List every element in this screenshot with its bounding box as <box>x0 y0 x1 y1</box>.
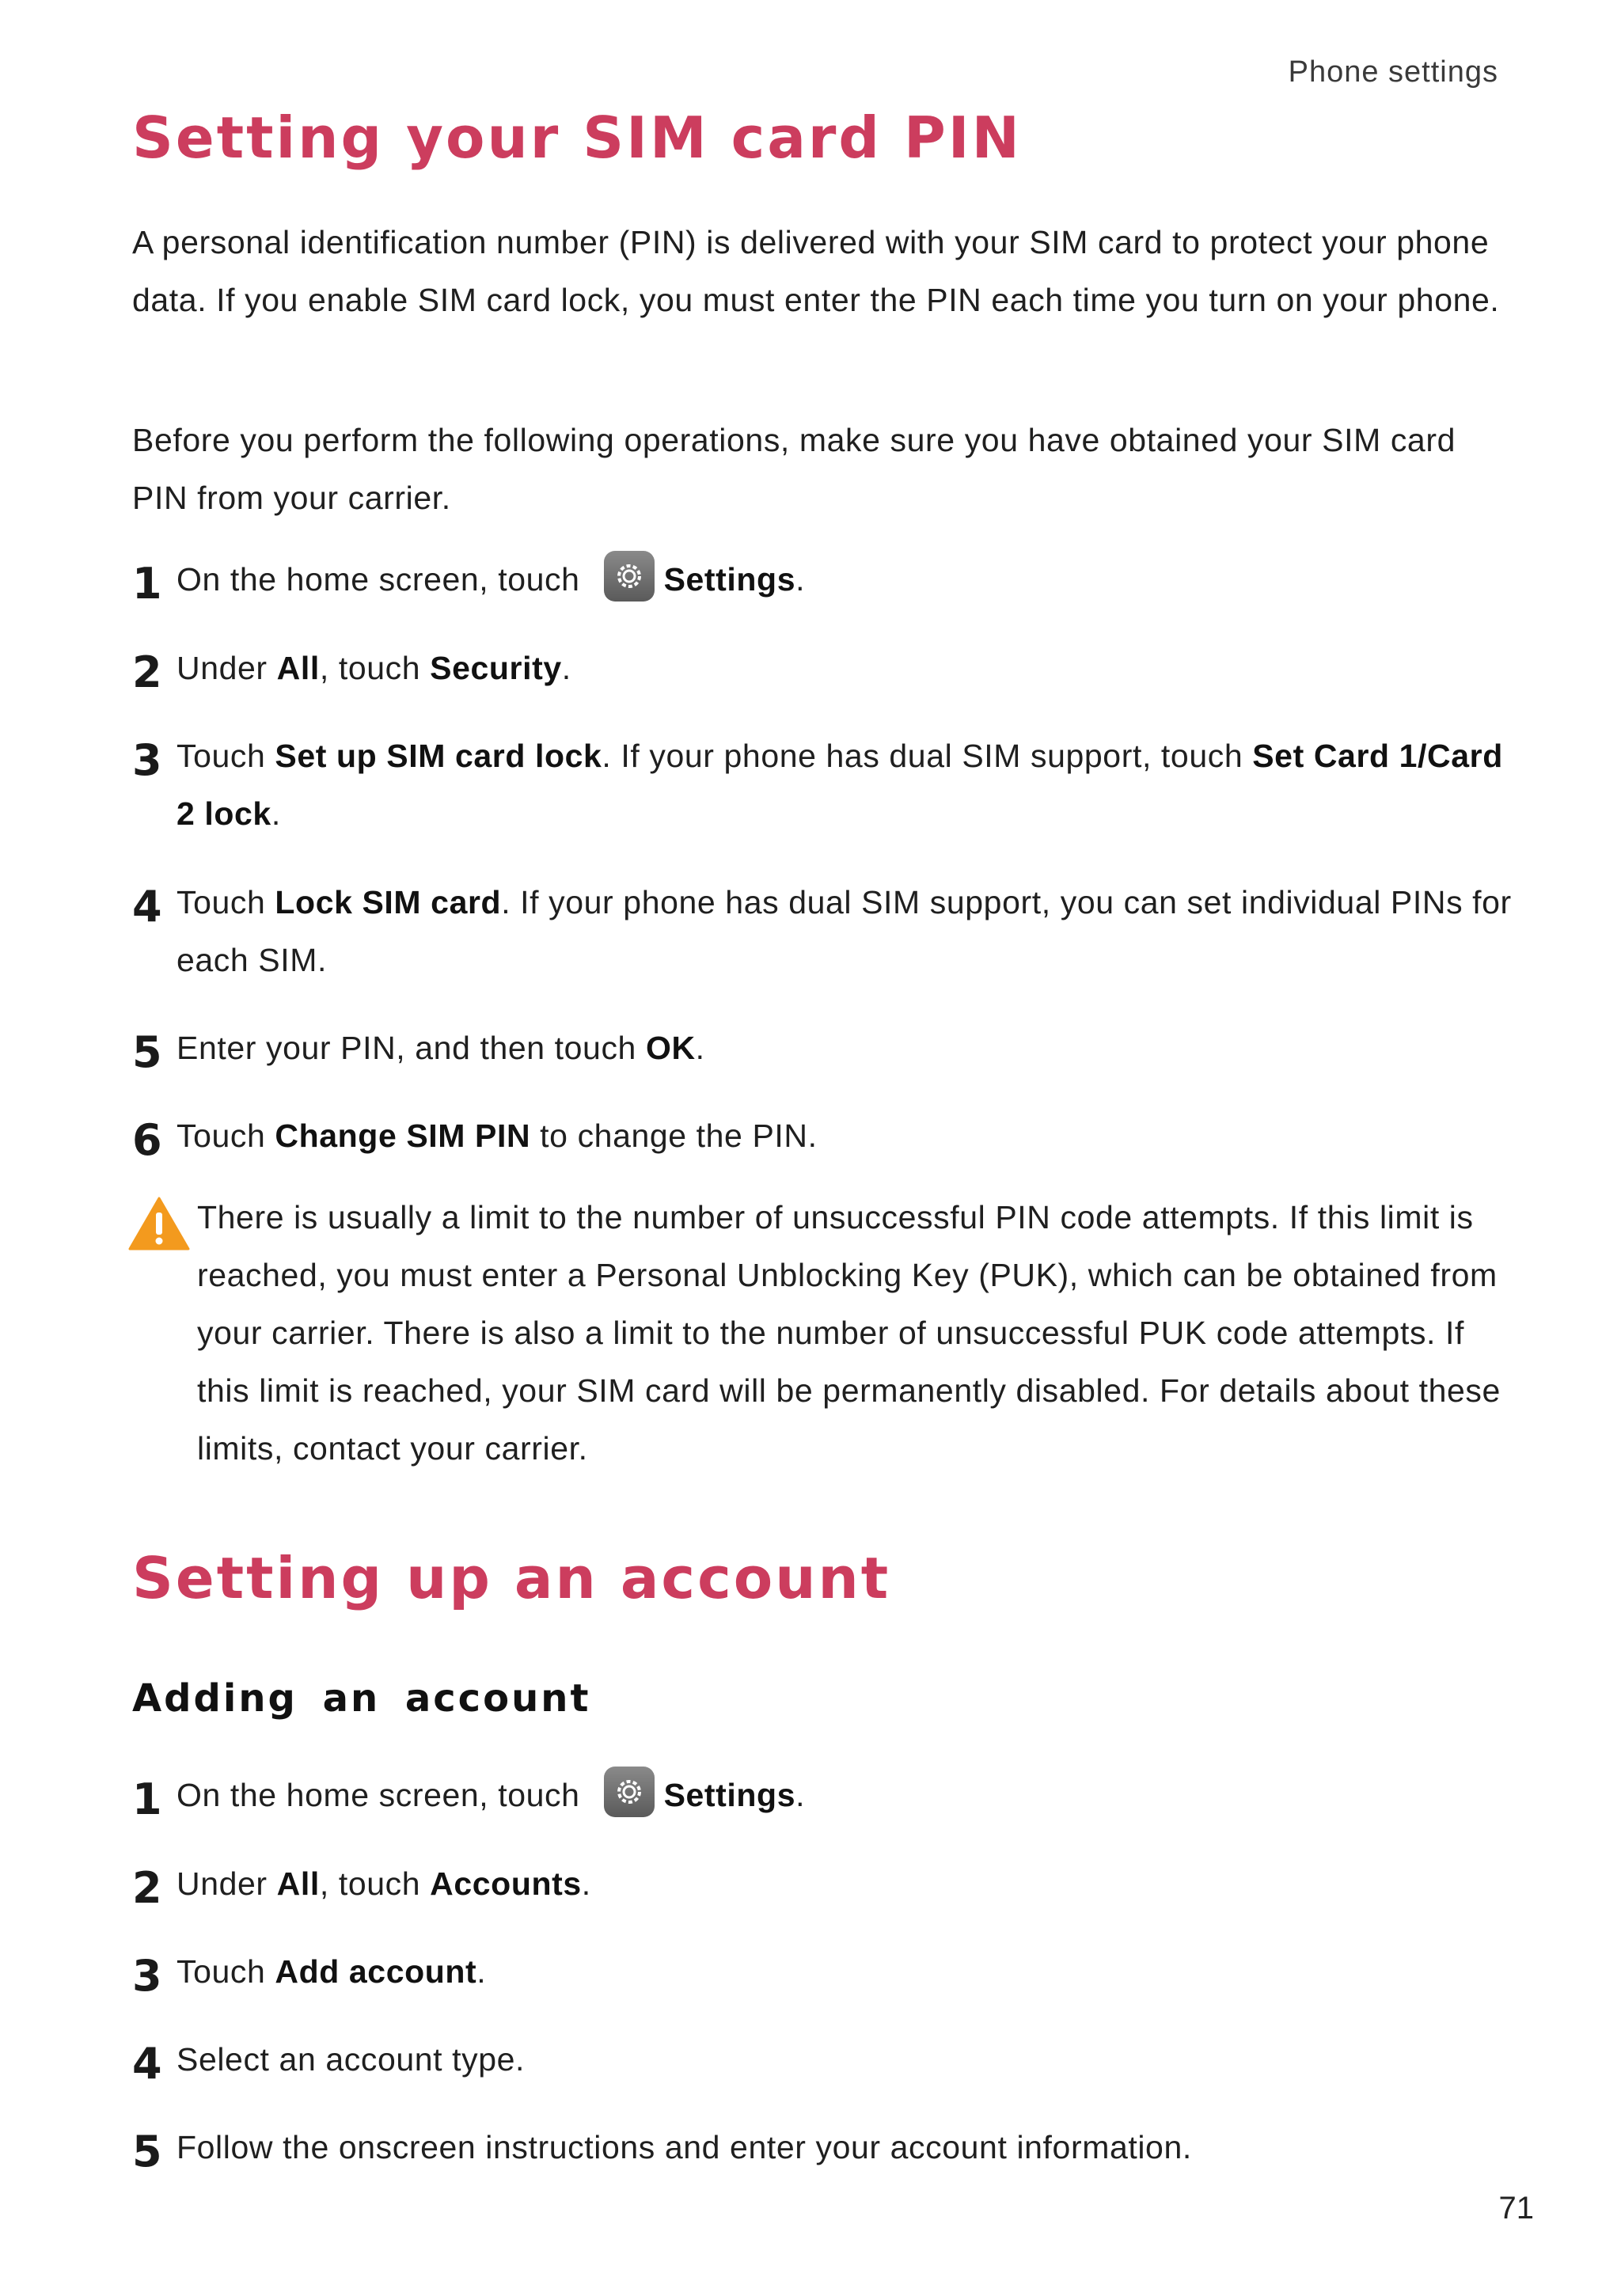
lock-sim-card-label: Lock SIM card <box>275 884 502 920</box>
page-number: 71 <box>1498 2191 1534 2226</box>
section-title-sim-pin: Setting your SIM card PIN <box>132 104 1022 171</box>
step-number: 2 <box>132 1863 162 1913</box>
setup-sim-lock-label: Set up SIM card lock <box>275 738 602 774</box>
add-account-label: Add account <box>275 1953 477 1990</box>
warning-note: There is usually a limit to the number of unsuccessful PIN code attempts. If this limit is reached, you must enter a Personal Unblocking Key (PUK), which can be obtained from your carrier. There is also a limit to the number of unsuccessful PUK code attempts. If this limit is reached, your SIM card will be permanently disabled. For details about these limits, contact your carrier. <box>197 1199 1501 1467</box>
step-number: 2 <box>132 647 162 697</box>
all-label: All <box>276 650 320 686</box>
step-number: 4 <box>132 882 162 932</box>
all-label: All <box>276 1865 320 1902</box>
ok-label: OK <box>645 1030 696 1066</box>
subsection-title-adding-account: Adding an account <box>132 1676 591 1721</box>
section-title-account: Setting up an account <box>132 1545 891 1611</box>
intro-paragraph-2: Before you perform the following operations, make sure you have obtained your SIM card PIN from your carrier. <box>132 422 1456 516</box>
warning-icon <box>128 1197 190 1254</box>
step-number: 1 <box>132 1774 162 1824</box>
security-label: Security <box>430 650 562 686</box>
gear-icon <box>604 551 655 602</box>
step-number: 4 <box>132 2039 162 2089</box>
step-number: 1 <box>132 559 162 609</box>
intro-paragraph-1: A personal identification number (PIN) is delivered with your SIM card to protect your phone data. If you enable SIM card lock, you must enter the PIN each time you turn on your phone. <box>132 224 1500 318</box>
step-number: 5 <box>132 1027 162 1077</box>
step-number: 5 <box>132 2127 162 2176</box>
step-number: 3 <box>132 1951 162 2001</box>
gear-icon <box>604 1767 655 1817</box>
accounts-label: Accounts <box>430 1865 582 1902</box>
step-number: 3 <box>132 735 162 785</box>
set-card-lock-label: Set Card 1/Card 2 lock <box>177 738 1503 832</box>
running-header: Phone settings <box>1288 55 1498 89</box>
settings-label: Settings <box>663 561 796 598</box>
change-sim-pin-label: Change SIM PIN <box>275 1118 531 1154</box>
settings-label: Settings <box>663 1777 796 1813</box>
step-number: 6 <box>132 1115 162 1165</box>
step-text: On the home screen, touch <box>177 561 590 598</box>
